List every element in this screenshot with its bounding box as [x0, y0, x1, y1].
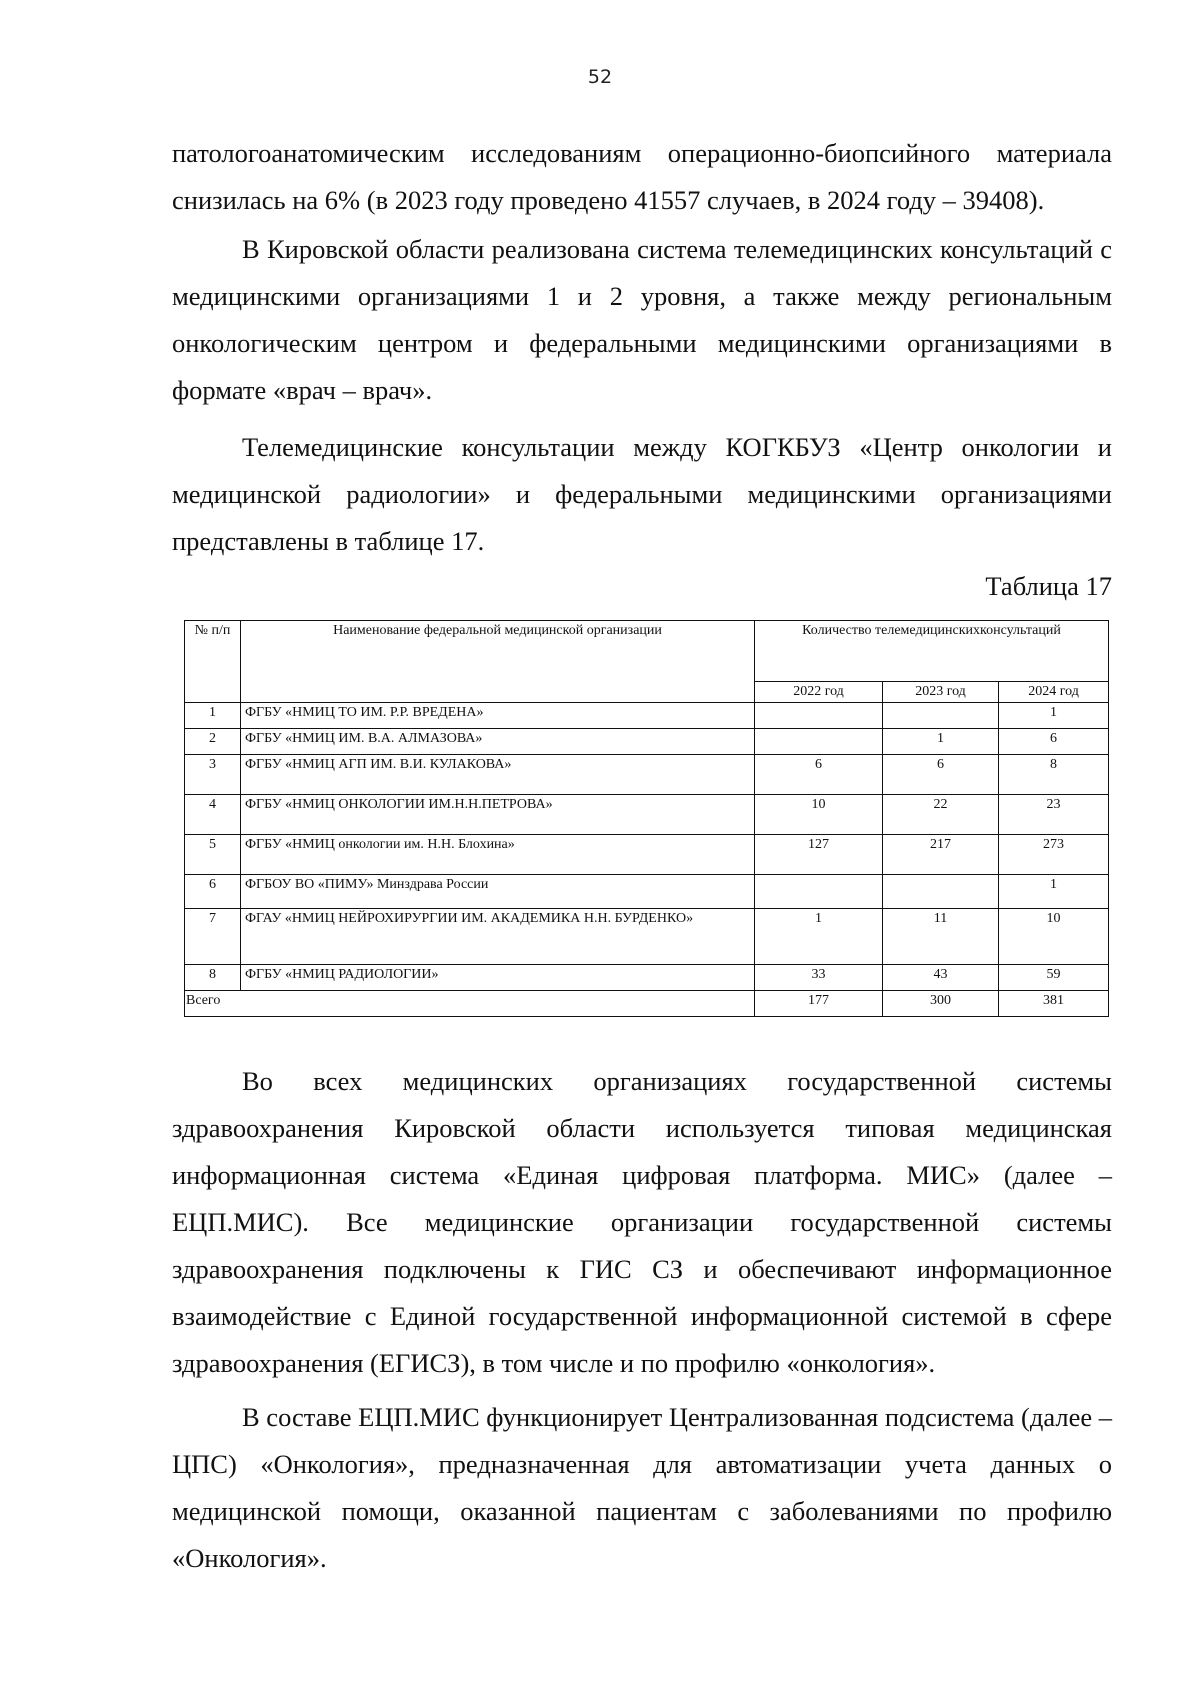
row-value-2022 — [755, 703, 883, 729]
header-year-2024: 2024 год — [999, 682, 1109, 703]
row-number: 6 — [185, 875, 241, 909]
row-number: 4 — [185, 795, 241, 835]
paragraph-2: В Кировской области реализована система телемедицинских консультаций с медицинскими организациями 1 и 2 уровня, а также между региональным онкологическим центром и федеральными медицинскими организациями в формате «врач – врач». — [172, 234, 1112, 405]
header-number: № п/п — [185, 621, 241, 703]
row-value-2023 — [883, 875, 999, 909]
row-organization: ФГБУ «НМИЦ РАДИОЛОГИИ» — [241, 965, 755, 991]
row-value-2022 — [755, 875, 883, 909]
total-label: Всего — [185, 991, 755, 1017]
row-value-2024: 8 — [999, 755, 1109, 795]
total-value-2024: 381 — [999, 991, 1109, 1017]
row-value-2022 — [755, 729, 883, 755]
total-value-2023: 300 — [883, 991, 999, 1017]
row-number: 5 — [185, 835, 241, 875]
table-row — [185, 909, 1109, 965]
paragraph-5: В составе ЕЦП.МИС функционирует Централизованная подсистема (далее – ЦПС) «Онкология», предназначенная для автоматизации учета данных о медицинской помощи, оказанной пациентам с заболеваниями по профилю «Онкология». — [172, 1402, 1112, 1573]
page-number: 52 — [587, 66, 613, 88]
row-value-2023 — [883, 703, 999, 729]
row-value-2022: 127 — [755, 835, 883, 875]
row-value-2024: 1 — [999, 875, 1109, 909]
row-number: 8 — [185, 965, 241, 991]
row-value-2023: 11 — [883, 909, 999, 965]
row-organization: ФГБУ «НМИЦ ОНКОЛОГИИ ИМ.Н.Н.ПЕТРОВА» — [241, 795, 755, 835]
row-value-2023: 43 — [883, 965, 999, 991]
table-row — [185, 835, 1109, 875]
row-number: 1 — [185, 703, 241, 729]
table-caption: Таблица 17 — [985, 571, 1112, 601]
row-number: 7 — [185, 909, 241, 965]
row-value-2022: 10 — [755, 795, 883, 835]
row-organization: ФГБУ «НМИЦ ТО ИМ. Р.Р. ВРЕДЕНА» — [241, 703, 755, 729]
row-organization: ФГБУ «НМИЦ онкологии им. Н.Н. Блохина» — [241, 835, 755, 875]
row-organization: ФГБУ «НМИЦ АГП ИМ. В.И. КУЛАКОВА» — [241, 755, 755, 795]
table-header-row — [185, 621, 1109, 682]
row-value-2023: 1 — [883, 729, 999, 755]
row-value-2023: 217 — [883, 835, 999, 875]
table-row — [185, 703, 1109, 729]
row-organization: ФГБОУ ВО «ПИМУ» Минздрава России — [241, 875, 755, 909]
table-row — [185, 795, 1109, 835]
table-row — [185, 755, 1109, 795]
telemedicine-table — [184, 620, 1109, 1017]
row-value-2024: 10 — [999, 909, 1109, 965]
row-value-2022: 1 — [755, 909, 883, 965]
row-number: 2 — [185, 729, 241, 755]
row-value-2022: 6 — [755, 755, 883, 795]
row-value-2023: 6 — [883, 755, 999, 795]
row-number: 3 — [185, 755, 241, 795]
row-value-2023: 22 — [883, 795, 999, 835]
paragraph-4: Во всех медицинских организациях государственной системы здравоохранения Кировской области используется типовая медицинская информационная система «Единая цифровая платформа. МИС» (далее – ЕЦП.МИС). Все медицинские организации государственной системы здравоохранения подключены к ГИС СЗ и обеспечивают информационное взаимодействие с Единой государственной информационной системой в сфере здравоохранения (ЕГИСЗ), в том числе и по профилю «онкология». — [172, 1066, 1112, 1378]
row-value-2022: 33 — [755, 965, 883, 991]
table-row — [185, 875, 1109, 909]
row-organization: ФГАУ «НМИЦ НЕЙРОХИРУРГИИ ИМ. АКАДЕМИКА Н.Н. БУРДЕНКО» — [241, 909, 755, 965]
row-value-2024: 23 — [999, 795, 1109, 835]
total-value-2022: 177 — [755, 991, 883, 1017]
paragraph-1: патологоанатомическим исследованиям операционно-биопсийного материала снизилась на 6% (в 2023 году проведено 41557 случаев, в 2024 году – 39408). — [172, 138, 1112, 215]
header-year-2022: 2022 год — [755, 682, 883, 703]
header-consultation-count: Количество телемедицинскихконсультаций — [755, 621, 1109, 682]
row-value-2024: 1 — [999, 703, 1109, 729]
table-row — [185, 729, 1109, 755]
header-year-2023: 2023 год — [883, 682, 999, 703]
row-value-2024: 59 — [999, 965, 1109, 991]
table-row — [185, 965, 1109, 991]
row-value-2024: 273 — [999, 835, 1109, 875]
row-value-2024: 6 — [999, 729, 1109, 755]
header-organization: Наименование федеральной медицинской организации — [241, 621, 755, 703]
paragraph-3: Телемедицинские консультации между КОГКБУЗ «Центр онкологии и медицинской радиологии» и федеральными медицинскими организациями представлены в таблице 17. — [172, 432, 1112, 556]
table-total-row — [185, 991, 1109, 1017]
row-organization: ФГБУ «НМИЦ ИМ. В.А. АЛМАЗОВА» — [241, 729, 755, 755]
